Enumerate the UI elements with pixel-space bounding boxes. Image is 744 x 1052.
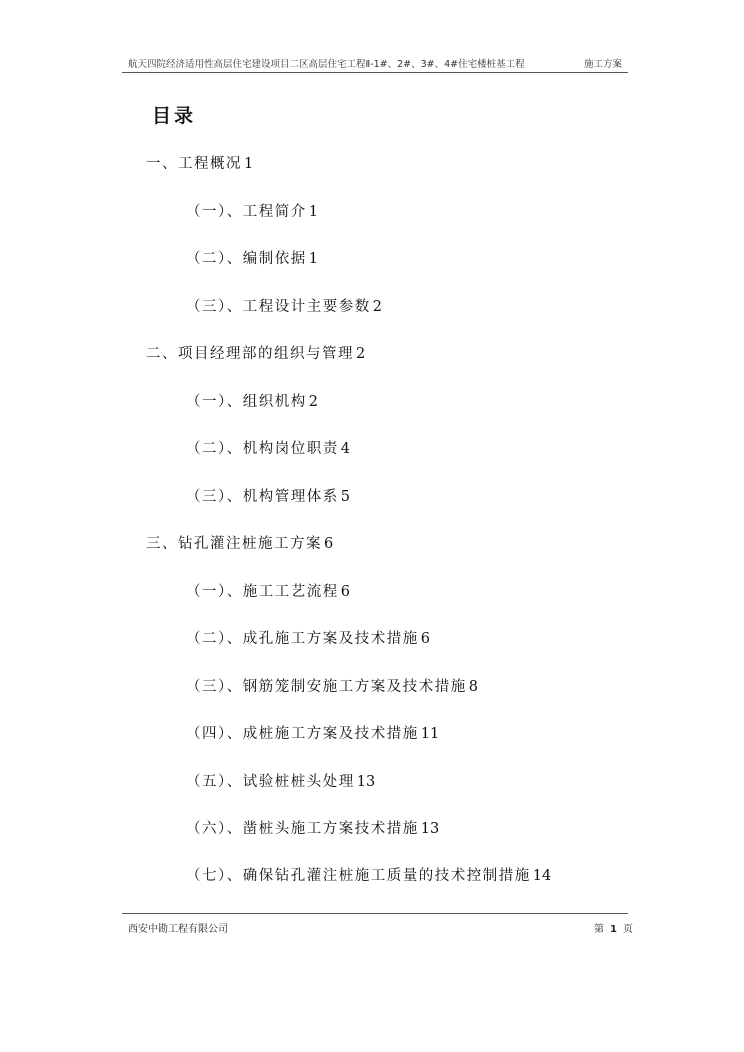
toc-entry-text: 一、工程概况 (146, 156, 242, 172)
toc-entry-text: 二、项目经理部的组织与管理 (146, 346, 354, 362)
toc-entry-page: 2 (356, 346, 366, 362)
toc-entry-page: 6 (340, 584, 350, 600)
toc-entry-text: （七）、确保钻孔灌注桩施工质量的技术控制措施 (186, 868, 531, 884)
toc-entry[interactable] (186, 390, 318, 411)
toc-entry-text: （一）、施工工艺流程 (186, 584, 339, 600)
toc-entry-text: （三）、钢筋笼制安施工方案及技术措施 (186, 679, 467, 695)
header-divider (122, 72, 628, 73)
toc-title: 目录 (152, 105, 197, 127)
toc-entry-page: 13 (420, 821, 440, 837)
toc-entry-page: 6 (324, 536, 334, 552)
page-prefix: 第 (594, 924, 605, 935)
toc-entry-page: 2 (308, 394, 318, 410)
toc-entry-page: 1 (308, 204, 318, 220)
footer-divider (122, 913, 628, 914)
toc-entry-text: （三）、工程设计主要参数 (186, 299, 371, 315)
toc-entry-text: （二）、机构岗位职责 (186, 441, 339, 457)
toc-entry-text: （六）、凿桩头施工方案技术措施 (186, 821, 419, 837)
toc-entry[interactable] (186, 295, 382, 316)
toc-entry-page: 14 (532, 868, 552, 884)
toc-entry-page: 2 (372, 299, 382, 315)
toc-entry-page: 11 (420, 726, 440, 742)
toc-entry[interactable] (186, 627, 430, 648)
page-number: 1 (610, 924, 617, 935)
toc-entry[interactable] (186, 864, 551, 885)
toc-entry[interactable] (186, 675, 478, 696)
toc-entry-page: 8 (468, 679, 478, 695)
toc-entry[interactable] (186, 200, 318, 221)
toc-entry[interactable] (186, 770, 375, 791)
toc-entry[interactable] (186, 485, 350, 506)
header-doc-type: 施工方案 (583, 59, 622, 70)
header-project-title: 航天四院经济适用性高层住宅建设项目二区高层住宅工程Ⅱ-1#、2#、3#、4#住宅楼桩基工程 (128, 59, 525, 70)
footer-page-number (594, 920, 633, 935)
toc-entry-text: （一）、组织机构 (186, 394, 307, 410)
toc-entry[interactable] (186, 722, 439, 743)
toc-entry-text: （三）、机构管理体系 (186, 489, 339, 505)
toc-entry-page: 6 (420, 631, 430, 647)
toc-entry-page: 5 (340, 489, 350, 505)
toc-entry[interactable] (186, 817, 439, 838)
toc-entry-page: 1 (308, 251, 318, 267)
toc-entry[interactable] (146, 532, 333, 553)
toc-entry[interactable] (186, 580, 350, 601)
toc-entry[interactable] (186, 437, 350, 458)
toc-entry-text: （四）、成桩施工方案及技术措施 (186, 726, 419, 742)
toc-entry-page: 4 (340, 441, 350, 457)
footer-company-name: 西安中勘工程有限公司 (128, 924, 228, 935)
toc-entry[interactable] (186, 247, 318, 268)
toc-entry-text: （二）、成孔施工方案及技术措施 (186, 631, 419, 647)
toc-entry-text: （一）、工程简介 (186, 204, 307, 220)
toc-entry-text: 三、钻孔灌注桩施工方案 (146, 536, 322, 552)
toc-entry[interactable] (146, 152, 253, 173)
toc-entry[interactable] (146, 342, 365, 363)
toc-entry-text: （二）、编制依据 (186, 251, 307, 267)
toc-entry-page: 13 (356, 774, 376, 790)
page-suffix: 页 (623, 924, 633, 935)
toc-entry-text: （五）、试验桩桩头处理 (186, 774, 355, 790)
toc-entry-page: 1 (244, 156, 254, 172)
